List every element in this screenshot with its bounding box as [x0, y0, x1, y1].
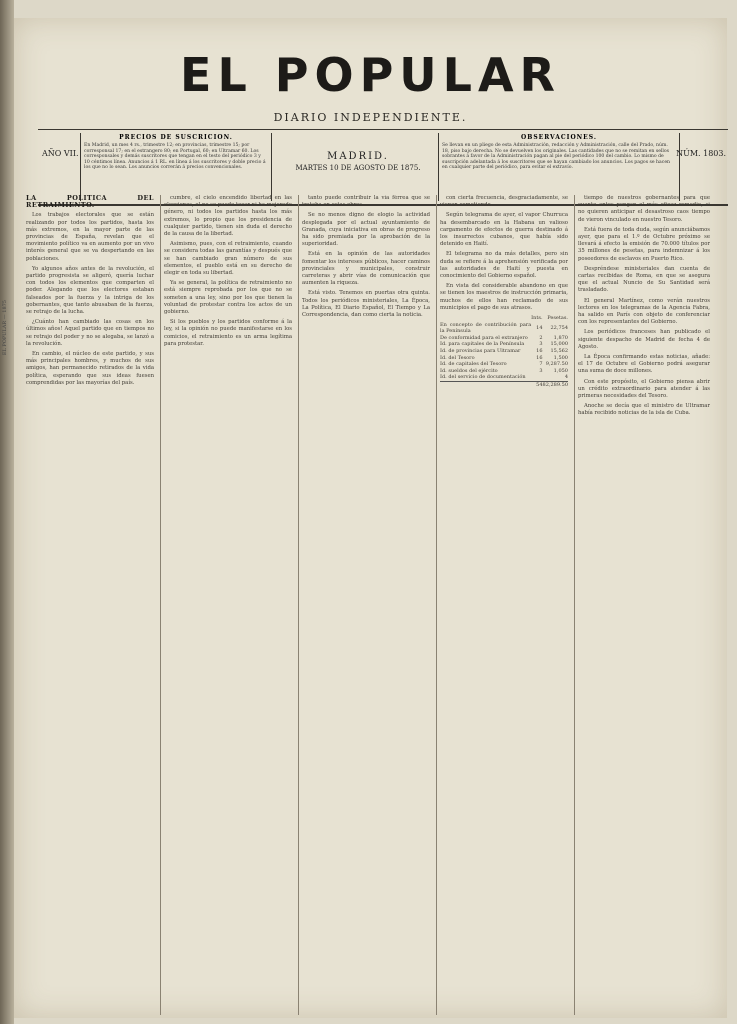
table-cell: 15,000: [550, 341, 568, 348]
column-4: [440, 195, 568, 1015]
article-paragraph: tiempo de nuestros gobernantes para que cuanto antes pongan el más eficaz remedio, si no quieren anticipar el desastroso caos tiempo de vieron vinculado en nuestro Tesoro.: [578, 195, 710, 223]
table-cell: 14: [536, 324, 543, 331]
article-paragraph: Está visto. Tenemos en puertas otra quinta. Todos los periódicos ministeriales, La Época, La Política, El Diario Español, El Tiempo y La Correspondencia, dan como cierta la noticia.: [302, 290, 430, 319]
article-paragraph: Se no menos digno de elogio la actividad desplegada por el actual ayuntamiento de Granada, cuya iniciativa en obras de progreso ha sido premiada por la aprobación de la superioridad.: [302, 212, 430, 248]
table-cell: 1,050: [553, 367, 568, 374]
table-row: [440, 341, 568, 348]
dateline-date: MARTES 10 DE AGOSTO DE 1875.: [295, 164, 421, 172]
table-cell: Id. del servicio de documentación: [440, 374, 526, 381]
newspaper-title: EL POPULAR: [180, 48, 561, 102]
table-header-row: [440, 315, 568, 322]
article-paragraph: Ya se general, la política de retraimiento no está siempre reprobada por los que no se someten a una ley, sino por los que tienen la voluntad de protestar contra los actos de un gobierno.: [164, 280, 292, 316]
observations-text: Se llevan en un pliego de esta Administración, redacción y Administración, calle del Prado, núm. 18, piso bajo derecha. No se devuelven los originales. Las cantidades que no se remitan en sellos sobrantes á favor de la Administración pagan al pie del periódico 100 del cambio. Lo mismo de suscripción adelantada á los suscritores que se hayan cambiado los anuncios. Los pagos se hacen en cualquier parte del periódico, para evitar el extravío.: [442, 143, 670, 171]
column-2: [164, 195, 292, 1015]
table-cell: 2: [539, 334, 543, 341]
article-paragraph: Despréndese ministeriales dan cuenta de cartas recibidas de Roma, en que se asegura que el actual Nuncio de Su Santidad será trasladado.: [578, 265, 710, 294]
article-paragraph: con cierta frecuencia, desgraciadamente, se vienen cometiendo.: [440, 195, 568, 209]
table-cell: 7: [539, 361, 543, 368]
article-paragraph: Está en la opinión de las autoridades fomentar los intereses públicos, hacer caminos provinciales y municipales, construir carreteras y abrir vías de comunicación que aumenten la riqueza.: [302, 251, 430, 287]
article-paragraph: Los trabajos electorales que se están realizando por todos los partidos, hasta los más extremos, en la mayor parte de las provincias de España, revelan que el movimiento político va en aumento por un vivo interés general que se va despertando en las poblaciones.: [26, 212, 154, 262]
article-paragraph: Los periódicos franceses han publicado el siguiente despacho de Madrid de fecha 4 de Agosto.: [578, 329, 710, 350]
article-paragraph: ¿Cuánto han cambiado las cosas en los últimos años! Aquel partido que en tiempos no se retrajo del poder y no se alegaba, se lanzó a la revolución.: [26, 319, 154, 347]
observations-heading: OBSERVACIONES.: [521, 134, 597, 141]
article-paragraph: Anoche se decía que el ministro de Ultramar había recibido noticias de la isla de Cuba.: [578, 403, 710, 417]
subscription-prices-heading: PRECIOS DE SUSCRICION.: [119, 134, 233, 141]
subscription-prices-text: En Madrid, un mes 4 rs., trimestre 12; en provincias, trimestre 15; por corresponsal 17; en el estrangero 80; en Portugal, 60; en Ultramar 60. Los corresponsales y demás suscritores que tengan en el testo del periódico 3 y 10 céntimos línea. Anuncios á 1 RL. en línea á los suscritores y doble precio á los que no lo sean. Los anuncios correrán á precios convencionales.: [84, 143, 266, 171]
table-row: [440, 348, 568, 355]
table-cell: Id. de capitales del Tesoro: [440, 361, 507, 368]
table-cell: [440, 381, 531, 388]
table-row: [440, 322, 568, 335]
observations-box: [438, 133, 680, 201]
table-cell: Id. de provincias para Ultramar: [440, 348, 521, 355]
table-cell: 22,754: [550, 324, 568, 331]
table-row: [440, 361, 568, 368]
table-row: [440, 374, 568, 381]
column-3: [302, 195, 430, 1015]
table-cell: [531, 374, 542, 381]
margin-stamp: EL POPULAR — 1875: [2, 300, 8, 356]
article-paragraph: Está fuera de toda duda, según anunciábamos ayer, que para el 1.º de Octubre próximo se llevará á efecto la emisión de 70.000 títulos por 35 millones de pesetas, para indemnizar á los poseedores de esclavos en Puerto Rico.: [578, 226, 710, 262]
table-cell: 9,287.50: [545, 361, 568, 368]
newspaper-subtitle: DIARIO INDEPENDIENTE.: [273, 111, 468, 124]
table-cell: 15,562: [550, 348, 568, 355]
binding-spine: [0, 0, 14, 1024]
masthead-top-rule: [38, 129, 728, 130]
table-cell: 16: [536, 348, 543, 355]
table-cell: 54: [536, 381, 543, 388]
table-cell: 16: [536, 354, 543, 361]
table-cell: Id. para capitales de la Península: [440, 341, 525, 348]
masthead-info-row: [38, 131, 728, 204]
article-paragraph: En cambio, el núcleo de este partido, y sus más principales hombres, y muchos de sus amigos, han permanecido retirados de la vida política, esperando que sus ideas fuesen comprendidas por las mayorías del país.: [26, 351, 154, 386]
article-paragraph: En vista del considerable abandono en que se tienen los maestros de instrucción primaria, muchos de ellos han reclamado de sus municipios el pago de sus atrasos.: [440, 283, 568, 311]
article-paragraph: Si los pueblos y los partidos conforme á la ley, si la opinión no puede manifestarse en los comicios, el retraimiento es un arma legítima para protestar.: [164, 319, 292, 347]
table-cell: 3: [539, 341, 543, 348]
article-paragraph: Asimismo, pues, con el retraimiento, cuando se considera todas las garantías y después que se han cambiado gran número de sus elementos, el pueblo está en su derecho de elegir en toda su libertad.: [164, 241, 292, 277]
table-row: [440, 355, 568, 362]
article-paragraph: La Época confirmando estas noticias, añade: el 17 de Octubre el Gobierno podrá asegurar una suma de doce millones.: [578, 354, 710, 375]
table-cell: 1,500: [553, 354, 568, 361]
table-header-cell: [440, 315, 531, 322]
table-cell: 4: [564, 374, 568, 381]
article-paragraph: El telegrama no da más detalles, pero sin duda se refiere á la aprehensión verificada por las autoridades de Haití y puesta en conocimiento del Gobierno español.: [440, 251, 568, 280]
article-columns: [22, 195, 712, 1015]
column-5: [578, 195, 710, 1015]
article-paragraph: Con este propósito, el Gobierno piensa abrir un crédito extraordinario para atender á las primeras necesidades del Tesoro.: [578, 378, 710, 400]
table-cell: 1,870: [553, 334, 568, 341]
table-cell: Id. sueldos del ejército: [440, 367, 498, 374]
table-cell: Id. del Tesoro: [440, 354, 475, 361]
issue-number: NÚM. 1803.: [676, 149, 726, 158]
article-paragraph: Según telegrama de ayer, el vapor Churruca ha desembarcado en la Habana un valioso cargamento de efectos de guerra destinado á los insurrectos cubanos, que había sido detenido en Haití.: [440, 212, 568, 248]
article-paragraph: tanto puede contribuir la vía férrea que se trataba en estas obras.: [302, 195, 430, 209]
article-paragraph: El general Martínez, como verán nuestros lectores en los telegramas de la Agencia Fabra, ha salido en París con objeto de conferenciar con los representantes del Gobierno.: [578, 297, 710, 326]
article-paragraph: cumbre, el cielo encendido libertad en las elecciones, el no se puede tocar ni ha mejorado género, ni todos los partidos hasta los más extremos, lo propio que los presidencia de cualquier partido, tienen sin duda el derecho de la causa de la libertad.: [164, 195, 292, 238]
column-1: [26, 195, 154, 1015]
year-label: AÑO VII.: [42, 149, 79, 158]
table-cell: De conformidad para el extranjero: [440, 334, 528, 341]
table-header-cell: Ints.: [531, 315, 543, 322]
revenue-table: [440, 315, 568, 389]
table-cell: 3: [539, 367, 543, 374]
article-heading: LA POLITICA DEL RETRAIMIENTO.: [26, 195, 154, 210]
table-cell: 82,289.50: [542, 381, 568, 388]
table-header-cell: Pesetas.: [547, 315, 568, 322]
table-total-row: [440, 381, 568, 388]
dateline: [278, 151, 438, 172]
subscription-prices-box: [80, 133, 272, 201]
dateline-city: MADRID.: [327, 151, 389, 162]
article-paragraph: Yo algunos años antes de la revolución, el partido progresista se aligeró, quería luchar con todos los elementos que comparten el poder. Alegando que los electores estaban falseados por la fuerza y la intriga de los gobernantes, que tanto abusaban de la fuerza, se retrajo de la lucha.: [26, 265, 154, 316]
table-cell: En concepto de contribución para la Península: [440, 321, 532, 335]
